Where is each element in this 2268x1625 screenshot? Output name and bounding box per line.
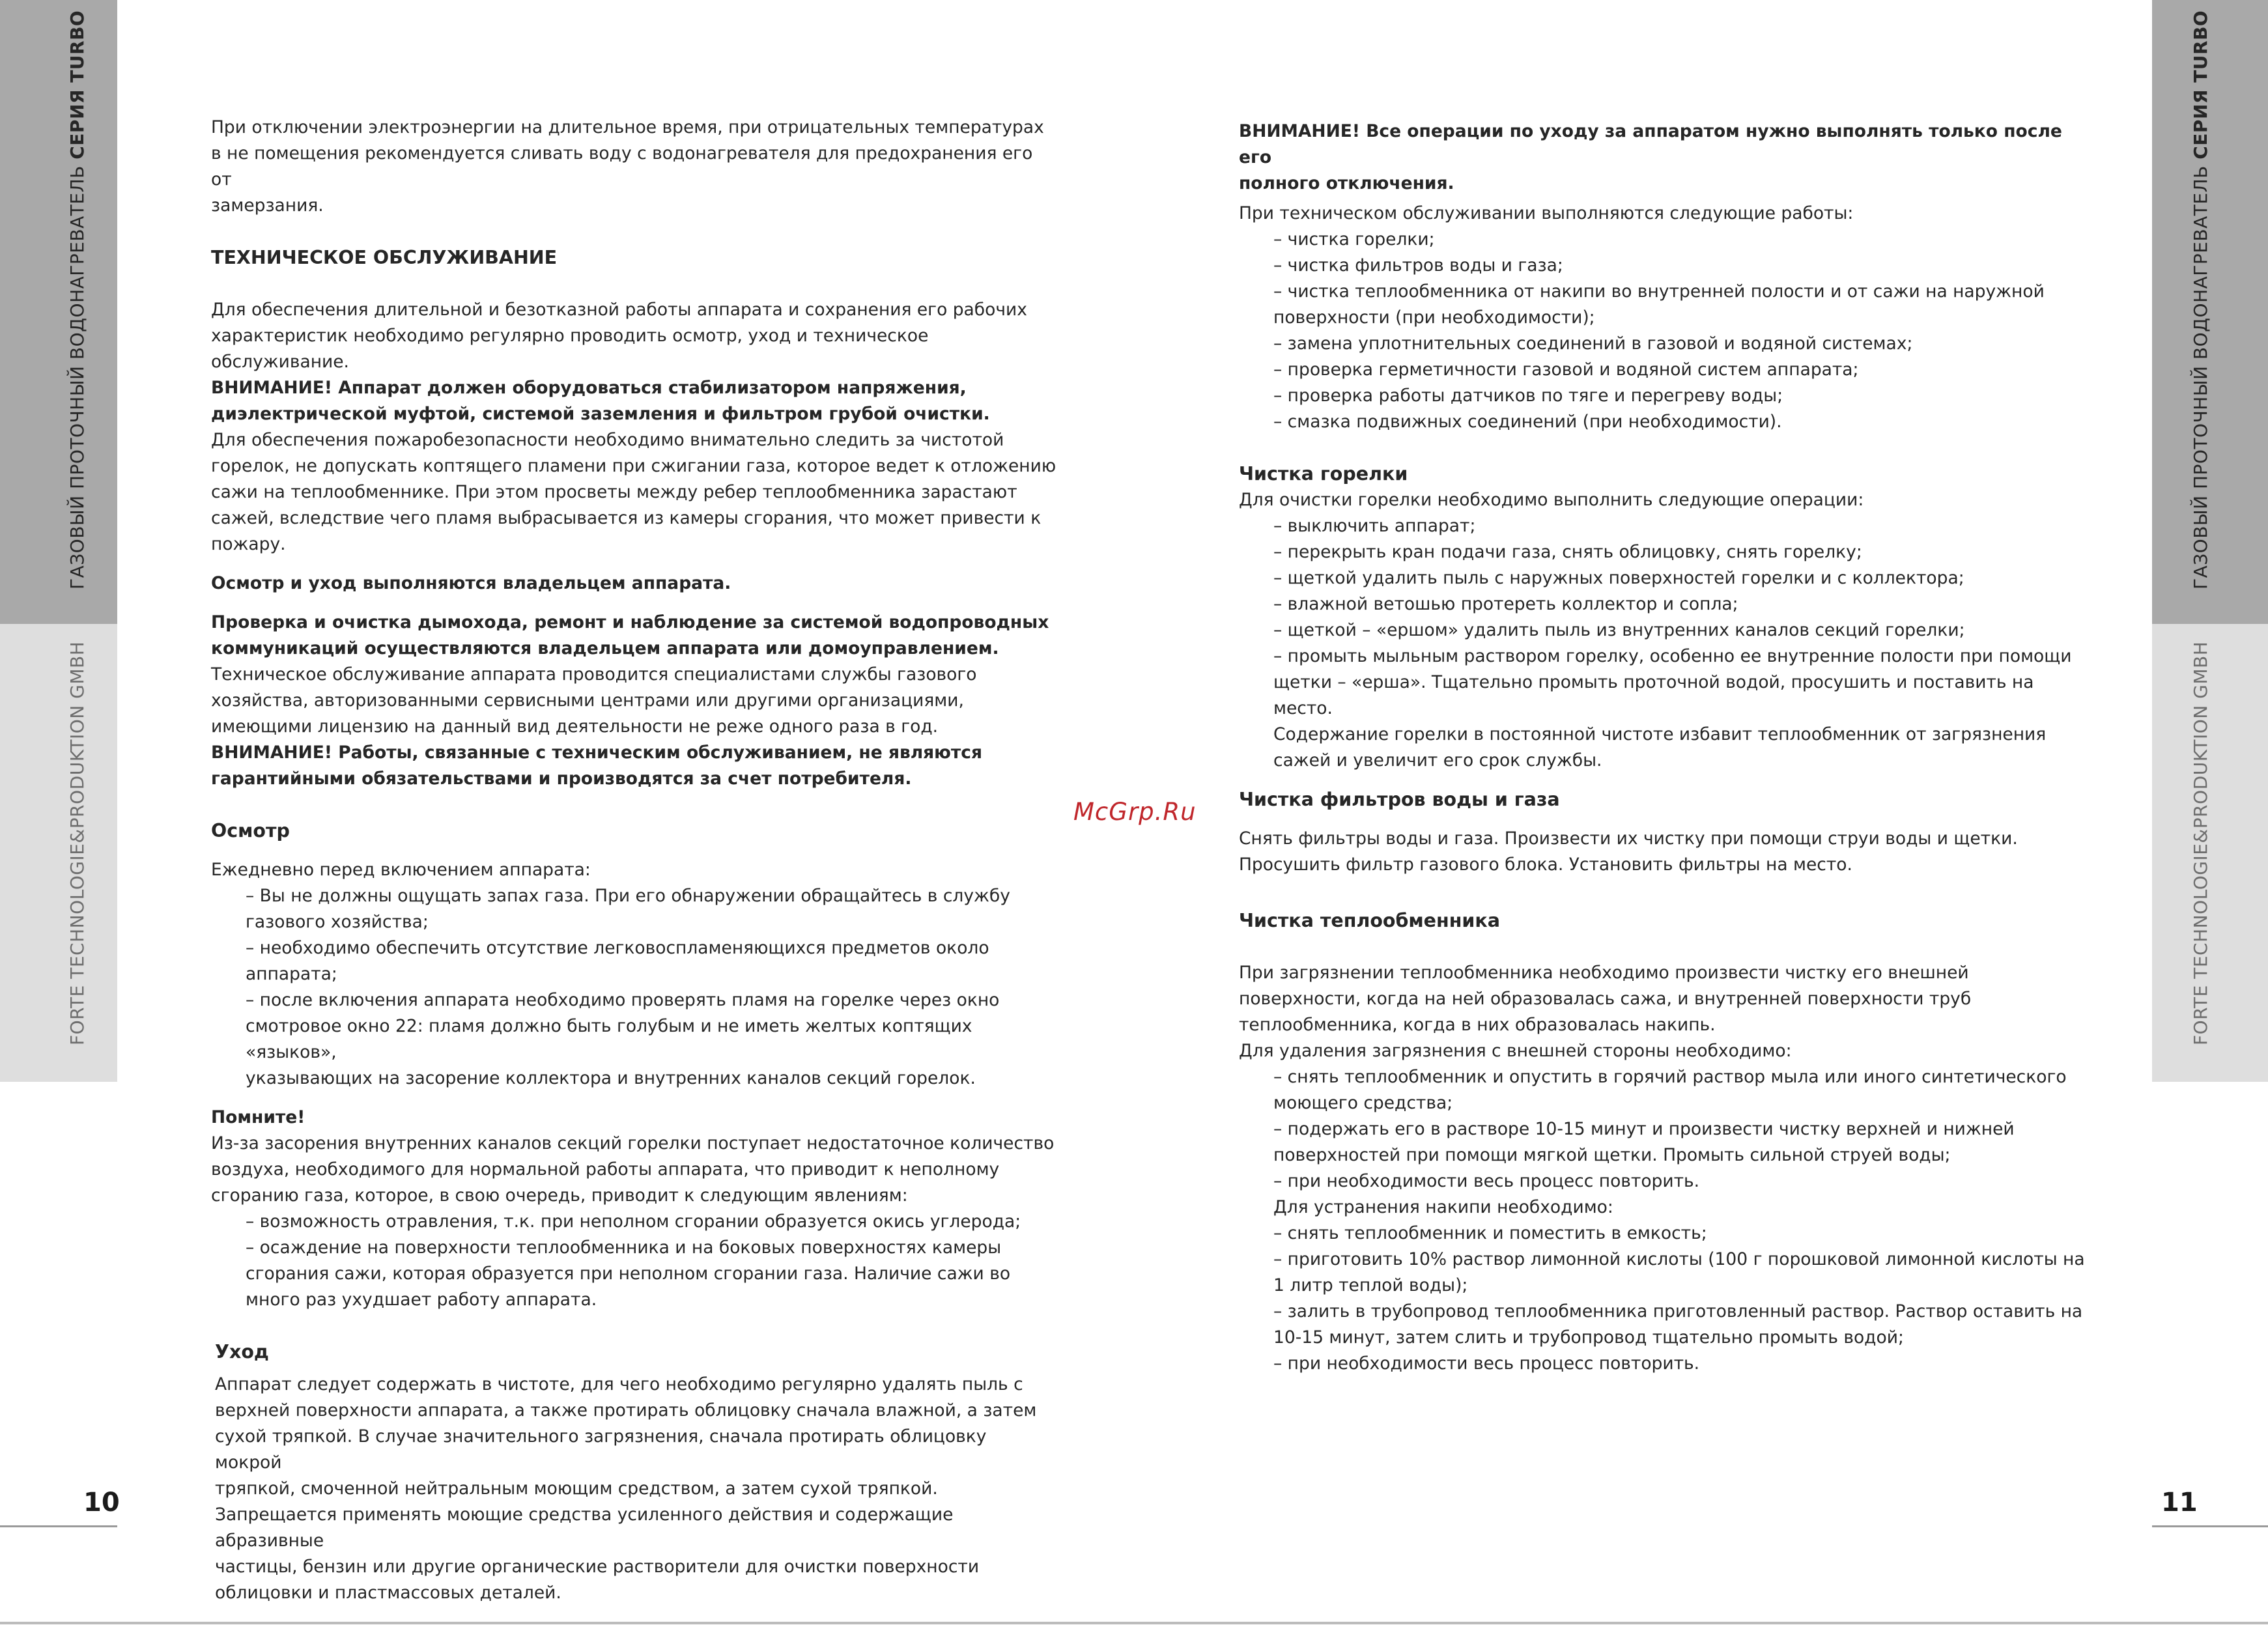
exchanger-line: теплообменника, когда в них образовалась накипь. bbox=[1239, 1015, 1716, 1035]
exchanger-item: – снять теплообменник и поместить в емкость; bbox=[1273, 1223, 1707, 1243]
exchanger-item: моющего средства; bbox=[1273, 1093, 1453, 1113]
right-side-tab-top bbox=[2152, 0, 2268, 624]
chimney-line: коммуникаций осуществляются владельцем аппарата или домоуправлением. bbox=[211, 638, 999, 658]
inspection-item: аппарата; bbox=[246, 964, 337, 984]
warning-line: ВНИМАНИЕ! Все операции по уходу за аппаратом нужно выполнять только после его bbox=[1239, 121, 2062, 167]
exchanger-item: – подержать его в растворе 10-15 минут и произвести чистку верхней и нижней bbox=[1273, 1119, 2015, 1139]
works-item: – проверка герметичности газовой и водяной систем аппарата; bbox=[1273, 360, 1859, 380]
inspection-item: – после включения аппарата необходимо проверять пламя на горелке через окно bbox=[246, 990, 1000, 1010]
remember-line: Из-за засорения внутренних каналов секций горелки поступает недостаточное количество bbox=[211, 1133, 1055, 1153]
remember-item: – осаждение на поверхности теплообменника и на боковых поверхностях камеры bbox=[246, 1237, 1002, 1258]
exchanger-item: – залить в трубопровод теплообменника приготовленный раствор. Раствор оставить на bbox=[1273, 1301, 2083, 1321]
remember-heading: Помните! bbox=[211, 1107, 305, 1127]
exchanger-item: – при необходимости весь процесс повторить. bbox=[1273, 1353, 1700, 1374]
filters-line: Просушить фильтр газового блока. Установить фильтры на место. bbox=[1239, 855, 1852, 875]
maintenance-line: характеристик необходимо регулярно проводить осмотр, уход и техническое обслуживание. bbox=[211, 326, 929, 372]
remember-item: – возможность отравления, т.к. при неполном сгорании образуется окись углерода; bbox=[246, 1211, 1021, 1232]
inspection-item: смотровое окно 22: пламя должно быть голубым и не иметь желтых коптящих «языков», bbox=[246, 1016, 972, 1062]
left-side-company: FORTE TECHNOLOGIE&PRODUKTION GMBH bbox=[66, 641, 88, 1045]
burner-heading: Чистка горелки bbox=[1239, 463, 1408, 485]
remember-item: сгорания сажи, которая образуется при неполном сгорании газа. Наличие сажи во bbox=[246, 1264, 1011, 1284]
burner-item: – выключить аппарат; bbox=[1273, 516, 1476, 536]
warning-line: ВНИМАНИЕ! Работы, связанные с техническим обслуживанием, не являются bbox=[211, 742, 982, 763]
care-line: частицы, бензин или другие органические растворители для очистки поверхности bbox=[215, 1557, 980, 1577]
warning-line: гарантийными обязательствами и производятся за счет потребителя. bbox=[211, 769, 912, 789]
page-rule-left bbox=[0, 1525, 117, 1527]
exchanger-item: 10-15 минут, затем слить и трубопровод тщательно промыть водой; bbox=[1273, 1327, 1904, 1348]
remember-item: много раз ухудшает работу аппарата. bbox=[246, 1290, 597, 1310]
burner-item: – щеткой удалить пыль с наружных поверхностей горелки и с коллектора; bbox=[1273, 568, 1964, 588]
filters-heading: Чистка фильтров воды и газа bbox=[1239, 789, 1560, 810]
works-item: поверхности (при необходимости); bbox=[1273, 307, 1595, 328]
inspection-item: газового хозяйства; bbox=[246, 912, 429, 932]
page-number-right: 11 bbox=[2161, 1488, 2198, 1518]
remember-line: сгоранию газа, которое, в свою очередь, приводит к следующим явлениям: bbox=[211, 1185, 908, 1206]
works-item: – смазка подвижных соединений (при необходимости). bbox=[1273, 412, 1782, 432]
fire-line: пожару. bbox=[211, 534, 286, 554]
exchanger-item: Для устранения накипи необходимо: bbox=[1273, 1197, 1613, 1217]
inspection-item: указывающих на засорение коллектора и внутренних каналов секций горелок. bbox=[246, 1068, 976, 1088]
maintenance-heading: ТЕХНИЧЕСКОЕ ОБСЛУЖИВАНИЕ bbox=[211, 247, 558, 268]
watermark: McGrp.Ru bbox=[1073, 798, 1197, 826]
works-item: – чистка теплообменника от накипи во внутренней полости и от сажи на наружной bbox=[1273, 281, 2045, 302]
works-item: – проверка работы датчиков по тяге и перегреву воды; bbox=[1273, 386, 1783, 406]
exchanger-item: – приготовить 10% раствор лимонной кислоты (100 г порошковой лимонной кислоты на bbox=[1273, 1249, 2085, 1269]
care-heading: Уход bbox=[215, 1341, 269, 1363]
burner-item: – промыть мыльным раствором горелку, особенно ее внутренние полости при помощи bbox=[1273, 646, 2072, 666]
right-side-title: ГАЗОВЫЙ ПРОТОЧНЫЙ ВОДОНАГРЕВАТЕЛЬ СЕРИЯ TURBO bbox=[2190, 10, 2211, 589]
inspection-heading: Осмотр bbox=[211, 820, 290, 841]
burner-item: место. bbox=[1273, 698, 1333, 718]
care-line: облицовки и пластмассовых деталей. bbox=[215, 1583, 561, 1603]
left-side-tab-top bbox=[0, 0, 117, 624]
exchanger-item: – снять теплообменник и опустить в горячий раствор мыла или иного синтетического bbox=[1273, 1067, 2067, 1087]
filters-line: Снять фильтры воды и газа. Произвести их чистку при помощи струи воды и щетки. bbox=[1239, 828, 2018, 849]
works-item: – чистка фильтров воды и газа; bbox=[1273, 255, 1563, 276]
exchanger-item: 1 литр теплой воды); bbox=[1273, 1275, 1468, 1295]
exchanger-line: При загрязнении теплообменника необходимо произвести чистку его внешней bbox=[1239, 963, 1969, 983]
service-line: имеющими лицензию на данный вид деятельности не реже одного раза в год. bbox=[211, 716, 939, 737]
fire-line: сажей, вследствие чего пламя выбрасывается из камеры сгорания, что может привести к bbox=[211, 508, 1042, 528]
left-side-tab-bottom bbox=[0, 624, 117, 1082]
care-line: сухой тряпкой. В случае значительного загрязнения, сначала протирать облицовку мокрой bbox=[215, 1426, 987, 1473]
works-item: – замена уплотнительных соединений в газовой и водяной системах; bbox=[1273, 333, 1913, 354]
burner-item: сажей и увеличит его срок службы. bbox=[1273, 750, 1602, 770]
care-line: Аппарат следует содержать в чистоте, для чего необходимо регулярно удалять пыль с bbox=[215, 1374, 1023, 1394]
inspection-intro: Ежедневно перед включением аппарата: bbox=[211, 860, 591, 880]
burner-item: щетки – «ерша». Тщательно промыть проточной водой, просушить и поставить на bbox=[1273, 672, 2034, 692]
right-side-company: FORTE TECHNOLOGIE&PRODUKTION GMBH bbox=[2190, 641, 2211, 1045]
burner-item: Содержание горелки в постоянной чистоте избавит теплообменник от загрязнения bbox=[1273, 724, 2047, 744]
maintenance-line: Для обеспечения длительной и безотказной работы аппарата и сохранения его рабочих bbox=[211, 300, 1027, 320]
service-line: Техническое обслуживание аппарата проводится специалистами службы газового bbox=[211, 664, 977, 685]
left-column bbox=[211, 115, 1058, 1606]
fire-line: Для обеспечения пожаробезопасности необходимо внимательно следить за чистотой bbox=[211, 430, 1004, 450]
service-line: хозяйства, авторизованными сервисными центрами или другими организациями, bbox=[211, 690, 964, 711]
exchanger-heading: Чистка теплообменника bbox=[1239, 910, 1500, 931]
right-side-tab-bottom bbox=[2152, 624, 2268, 1082]
chimney-line: Проверка и очистка дымохода, ремонт и наблюдение за системой водопроводных bbox=[211, 612, 1049, 632]
exchanger-line: поверхности, когда на ней образовалась сажа, и внутренней поверхности труб bbox=[1239, 989, 1972, 1009]
warning-line: ВНИМАНИЕ! Аппарат должен оборудоваться стабилизатором напряжения, bbox=[211, 378, 967, 398]
right-column bbox=[1239, 119, 2099, 1377]
page-number-left: 10 bbox=[83, 1488, 120, 1518]
inspection-item: – необходимо обеспечить отсутствие легковоспламеняющихся предметов около bbox=[246, 938, 989, 958]
care-line: тряпкой, смоченной нейтральным моющим средством, а затем сухой тряпкой. bbox=[215, 1478, 938, 1499]
fire-line: горелок, не допускать коптящего пламени при сжигании газа, которое ведет к отложению bbox=[211, 456, 1056, 476]
care-line: Запрещается применять моющие средства усиленного действия и содержащие абразивные bbox=[215, 1505, 954, 1551]
works-item: – чистка горелки; bbox=[1273, 229, 1435, 249]
burner-intro: Для очистки горелки необходимо выполнить следующие операции: bbox=[1239, 490, 1864, 510]
exchanger-line: Для удаления загрязнения с внешней стороны необходимо: bbox=[1239, 1041, 1792, 1061]
warning-line: полного отключения. bbox=[1239, 173, 1454, 193]
burner-item: – перекрыть кран подачи газа, снять облицовку, снять горелку; bbox=[1273, 542, 1862, 562]
page-rule-right bbox=[2152, 1525, 2268, 1527]
owner-note: Осмотр и уход выполняются владельцем аппарата. bbox=[211, 573, 731, 593]
bottom-rule bbox=[0, 1622, 2268, 1624]
burner-item: – влажной ветошью протереть коллектор и сопла; bbox=[1273, 594, 1738, 614]
care-line: верхней поверхности аппарата, а также протирать облицовку сначала влажной, а затем bbox=[215, 1400, 1037, 1420]
fire-line: сажи на теплообменнике. При этом просветы между ребер теплообменника зарастают bbox=[211, 482, 1017, 502]
works-intro: При техническом обслуживании выполняются следующие работы: bbox=[1239, 203, 1854, 223]
burner-item: – щеткой – «ершом» удалить пыль из внутренних каналов секций горелки; bbox=[1273, 620, 1965, 640]
exchanger-item: поверхностей при помощи мягкой щетки. Промыть сильной струей воды; bbox=[1273, 1145, 1951, 1165]
intro-line: замерзания. bbox=[211, 195, 324, 216]
intro-line: При отключении электроэнергии на длительное время, при отрицательных температурах bbox=[211, 117, 1044, 137]
inspection-item: – Вы не должны ощущать запах газа. При его обнаружении обращайтесь в службу bbox=[246, 886, 1010, 906]
left-side-title: ГАЗОВЫЙ ПРОТОЧНЫЙ ВОДОНАГРЕВАТЕЛЬ СЕРИЯ TURBO bbox=[66, 10, 88, 589]
exchanger-item: – при необходимости весь процесс повторить. bbox=[1273, 1171, 1700, 1191]
remember-line: воздуха, необходимого для нормальной работы аппарата, что приводит к неполному bbox=[211, 1159, 1000, 1180]
warning-line: диэлектрической муфтой, системой заземления и фильтром грубой очистки. bbox=[211, 404, 990, 424]
intro-line: в не помещения рекомендуется сливать воду с водонагревателя для предохранения его от bbox=[211, 143, 1033, 190]
